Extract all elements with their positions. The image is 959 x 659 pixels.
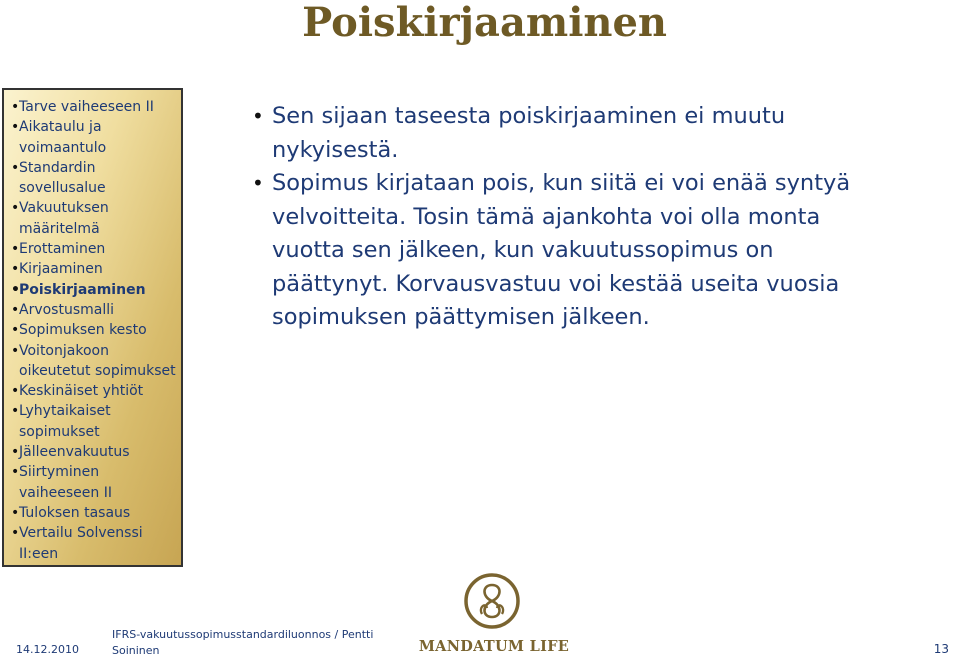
topic-item-sopimuksen-kesto[interactable]: • Sopimuksen kesto xyxy=(11,320,176,340)
topic-item-standardin-sovellusalue[interactable]: • Standardin sovellusalue xyxy=(11,158,176,199)
topic-item-kirjaaminen[interactable]: • Kirjaaminen xyxy=(11,259,176,279)
topic-item-poiskirjaaminen[interactable]: • Poiskirjaaminen xyxy=(11,280,176,300)
page-number: 13 xyxy=(933,642,949,656)
topic-item-keskinaiset-yhtiot[interactable]: • Keskinäiset yhtiöt xyxy=(11,381,176,401)
topic-item-tuloksen-tasaus[interactable]: • Tuloksen tasaus xyxy=(11,503,176,523)
topic-item-arvostusmalli[interactable]: • Arvostusmalli xyxy=(11,300,176,320)
company-logo xyxy=(418,572,570,658)
footer-title: IFRS-vakuutussopimusstandardiluonnos / Pentti Soininen xyxy=(112,628,374,657)
topic-item-solvenssi[interactable]: • Vertailu Solvenssi II:een xyxy=(11,523,176,564)
logo-wordmark: MANDATUM LIFE xyxy=(418,638,570,655)
slide-title: Poiskirjaaminen xyxy=(302,0,667,46)
topic-item-jalleenvakuutus[interactable]: • Jälleenvakuutus xyxy=(11,442,176,462)
topic-item-tarve[interactable]: • Tarve vaiheeseen II xyxy=(11,97,176,117)
topic-item-voitonjako[interactable]: • Voitonjakoon oikeutetut sopimukset xyxy=(11,341,176,382)
footer-date: 14.12.2010 xyxy=(16,643,79,656)
topic-item-siirtyminen[interactable]: • Siirtyminen vaiheeseen II xyxy=(11,462,176,503)
topic-item-erottaminen[interactable]: • Erottaminen xyxy=(11,239,176,259)
body-bullet: • Sen sijaan taseesta poiskirjaaminen ei muutu nykyisestä. xyxy=(252,100,892,167)
body-bullet: • Sopimus kirjataan pois, kun siitä ei voi enää syntyä velvoitteita. Tosin tämä ajankohta voi olla monta vuotta sen jälkeen, kun vakuutussopimus on päättynyt. Korvausvastuu voi kestää useita vuosia sopimuksen päättymisen jälkeen. xyxy=(252,167,892,335)
topic-item-aikataulu[interactable]: • Aikataulu ja voimaantulo xyxy=(11,117,176,158)
topic-list xyxy=(11,97,176,564)
mandatum-monogram-icon xyxy=(463,572,521,630)
topic-sidebar xyxy=(2,88,183,567)
slide-body xyxy=(252,100,892,335)
body-bullets xyxy=(252,100,892,335)
topic-item-lyhytaikaiset[interactable]: • Lyhytaikaiset sopimukset xyxy=(11,401,176,442)
topic-item-vakuutuksen-maaritelma[interactable]: • Vakuutuksen määritelmä xyxy=(11,198,176,239)
